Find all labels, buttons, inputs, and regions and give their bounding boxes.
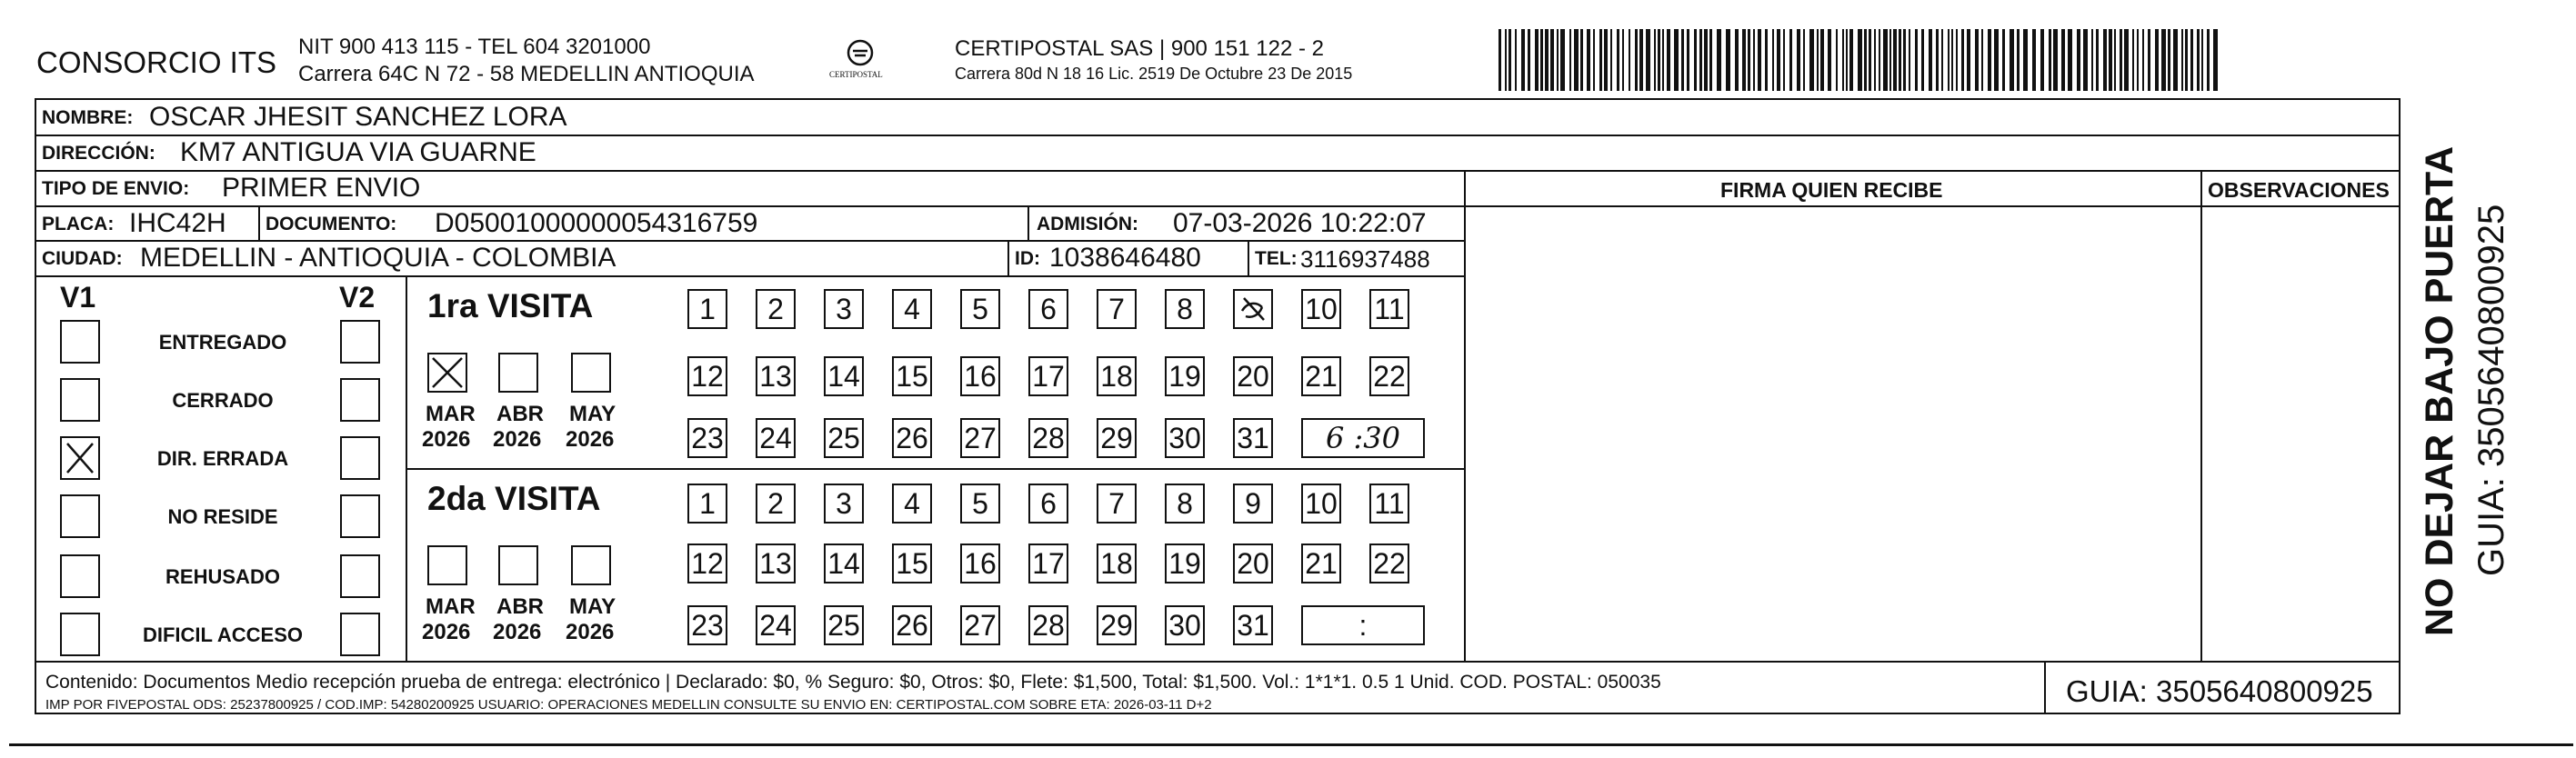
ciudad-value: MEDELLIN - ANTIOQUIA - COLOMBIA — [140, 243, 616, 273]
first-day-box[interactable]: 14 — [824, 356, 864, 396]
second-year-label: 2026 — [422, 620, 471, 644]
first-day-box[interactable]: 6 — [1028, 289, 1068, 329]
first-day-box[interactable]: 25 — [824, 418, 864, 458]
second-day-box[interactable]: 2 — [756, 484, 796, 524]
company-address: Carrera 64C N 72 - 58 MEDELLIN ANTIOQUIA — [298, 62, 755, 86]
direccion-value: KM7 ANTIGUA VIA GUARNE — [180, 137, 536, 167]
first-day-box[interactable]: 8 — [1165, 289, 1205, 329]
contenido-line: Contenido: Documentos Medio recepción prueba de entrega: electrónico | Declarado: $0, % Seguro: $0, Otros: $0, Flete: $1,500, Total: $1,500. Vol.: 1*1*1. 0.5 1 Unid. COD. POSTAL: 050035 — [45, 672, 1661, 693]
firma-header: FIRMA QUIEN RECIBE — [1720, 178, 1943, 202]
v1-checkbox[interactable] — [60, 378, 100, 422]
status-option-label: CERRADO — [172, 389, 274, 412]
tipo-envio-value: PRIMER ENVIO — [222, 173, 421, 203]
second-day-box[interactable]: 24 — [756, 605, 796, 645]
documento-value: D05001000000054316759 — [435, 208, 758, 238]
second-day-box[interactable]: 1 — [687, 484, 727, 524]
second-year-label: 2026 — [493, 620, 542, 644]
documento-label: DOCUMENTO: — [266, 214, 397, 234]
second-month-checkbox[interactable] — [498, 545, 538, 585]
first-day-box[interactable]: 20 — [1233, 356, 1273, 396]
first-day-box[interactable]: 28 — [1028, 418, 1068, 458]
first-day-box[interactable]: 30 — [1165, 418, 1205, 458]
certipostal-license: Carrera 80d N 18 16 Lic. 2519 De Octubre 23 De 2015 — [955, 65, 1353, 83]
first-day-box[interactable]: 24 — [756, 418, 796, 458]
first-day-box[interactable]: 12 — [687, 356, 727, 396]
first-day-box[interactable]: 22 — [1369, 356, 1409, 396]
first-day-box[interactable]: 13 — [756, 356, 796, 396]
first-month-label: MAY — [569, 402, 616, 426]
placa-label: PLACA: — [42, 214, 115, 234]
logo-text: CERTIPOSTAL — [829, 70, 883, 79]
second-day-box[interactable]: 14 — [824, 544, 864, 583]
first-month-checkbox[interactable] — [498, 353, 538, 393]
first-day-box[interactable]: 29 — [1097, 418, 1137, 458]
side-guia: GUIA: 3505640800925 — [2471, 204, 2511, 576]
v1-checkbox[interactable] — [60, 320, 100, 364]
second-day-box[interactable]: 18 — [1097, 544, 1137, 583]
no-dejar-bajo-puerta: NO DEJAR BAJO PUERTA — [2418, 145, 2461, 636]
first-day-box[interactable]: 1 — [687, 289, 727, 329]
second-day-box[interactable]: 20 — [1233, 544, 1273, 583]
observaciones-header: OBSERVACIONES — [2208, 178, 2390, 202]
admision-label: ADMISIÓN: — [1037, 214, 1138, 234]
check-x-mark — [62, 438, 98, 478]
second-day-box[interactable]: 12 — [687, 544, 727, 583]
first-month-label: ABR — [496, 402, 544, 426]
second-day-box[interactable]: 29 — [1097, 605, 1137, 645]
first-day-box[interactable]: 23 — [687, 418, 727, 458]
status-option-label: REHUSADO — [165, 565, 280, 588]
first-day-box[interactable]: 15 — [892, 356, 932, 396]
status-option-label: DIR. ERRADA — [156, 447, 289, 470]
certipostal-nit: CERTIPOSTAL SAS | 900 151 122 - 2 — [955, 36, 1324, 61]
v2-checkbox[interactable] — [340, 320, 380, 364]
nombre-label: NOMBRE: — [42, 107, 134, 128]
first-year-label: 2026 — [566, 427, 615, 452]
first-day-box[interactable] — [1233, 289, 1273, 329]
certipostal-logo — [829, 35, 886, 85]
first-time-value: 6 :30 — [1325, 421, 1401, 455]
first-day-box[interactable]: 26 — [892, 418, 932, 458]
first-day-box[interactable]: 21 — [1301, 356, 1341, 396]
second-day-box[interactable]: 15 — [892, 544, 932, 583]
second-day-box[interactable]: 28 — [1028, 605, 1068, 645]
first-day-box[interactable]: 10 — [1301, 289, 1341, 329]
second-day-box[interactable]: 13 — [756, 544, 796, 583]
admision-value: 07-03-2026 10:22:07 — [1173, 208, 1427, 238]
second-year-label: 2026 — [566, 620, 615, 644]
first-day-box[interactable]: 19 — [1165, 356, 1205, 396]
status-option-label: ENTREGADO — [158, 331, 287, 354]
second-day-box[interactable]: 26 — [892, 605, 932, 645]
id-value: 1038646480 — [1049, 243, 1201, 273]
first-day-box[interactable]: 5 — [960, 289, 1000, 329]
v1-checkbox[interactable] — [60, 613, 100, 656]
first-visit-title: 1ra VISITA — [427, 287, 594, 324]
second-day-box[interactable]: 16 — [960, 544, 1000, 583]
second-day-box[interactable]: 10 — [1301, 484, 1341, 524]
second-day-box[interactable]: 19 — [1165, 544, 1205, 583]
second-day-box[interactable]: 21 — [1301, 544, 1341, 583]
first-year-label: 2026 — [493, 427, 542, 452]
guia-box-text: GUIA: 3505640800925 — [2066, 674, 2373, 708]
second-day-box[interactable]: 25 — [824, 605, 864, 645]
first-month-checkbox[interactable] — [427, 353, 467, 393]
v1-checkbox[interactable] — [60, 494, 100, 538]
v2-label: V2 — [339, 281, 376, 314]
second-day-box[interactable]: 22 — [1369, 544, 1409, 583]
v1-checkbox[interactable] — [60, 554, 100, 598]
second-visit-title: 2da VISITA — [427, 480, 601, 517]
second-day-box[interactable]: 4 — [892, 484, 932, 524]
first-day-box[interactable]: 4 — [892, 289, 932, 329]
placa-value: IHC42H — [129, 208, 226, 238]
first-day-box[interactable]: 27 — [960, 418, 1000, 458]
second-month-checkbox[interactable] — [571, 545, 611, 585]
second-day-box[interactable]: 31 — [1233, 605, 1273, 645]
v2-checkbox[interactable] — [340, 494, 380, 538]
v2-checkbox[interactable] — [340, 378, 380, 422]
first-time-box[interactable] — [1301, 418, 1425, 458]
first-day-box[interactable]: 3 — [824, 289, 864, 329]
second-time-value: : — [1358, 608, 1368, 642]
second-day-box[interactable]: 27 — [960, 605, 1000, 645]
second-day-box[interactable]: 5 — [960, 484, 1000, 524]
tel-value: 3116937488 — [1300, 245, 1430, 273]
first-day-box[interactable]: 17 — [1028, 356, 1068, 396]
second-day-box[interactable]: 17 — [1028, 544, 1068, 583]
first-day-box[interactable]: 18 — [1097, 356, 1137, 396]
first-month-label: MAR — [426, 402, 476, 426]
v2-checkbox[interactable] — [340, 436, 380, 480]
direccion-label: DIRECCIÓN: — [42, 143, 155, 164]
tel-label: TEL: — [1255, 248, 1298, 269]
nombre-value: OSCAR JHESIT SANCHEZ LORA — [149, 102, 567, 132]
check-x-mark — [429, 354, 466, 391]
id-label: ID: — [1015, 248, 1040, 269]
status-option-label: DIFICIL ACCESO — [142, 623, 303, 646]
second-time-box[interactable] — [1301, 605, 1425, 645]
first-day-box[interactable]: 7 — [1097, 289, 1137, 329]
company-name: CONSORCIO ITS — [36, 45, 277, 79]
company-nit: NIT 900 413 115 - TEL 604 3201000 — [298, 35, 651, 59]
second-day-box[interactable]: 30 — [1165, 605, 1205, 645]
v2-checkbox[interactable] — [340, 554, 380, 598]
second-day-box[interactable]: 23 — [687, 605, 727, 645]
handwritten-mark — [1235, 291, 1271, 327]
tipo-envio-label: TIPO DE ENVIO: — [42, 178, 190, 199]
second-day-box[interactable]: 9 — [1233, 484, 1273, 524]
second-month-label: MAY — [569, 594, 616, 619]
second-day-box[interactable]: 3 — [824, 484, 864, 524]
second-month-checkbox[interactable] — [427, 545, 467, 585]
second-day-box[interactable]: 11 — [1369, 484, 1409, 524]
second-day-box[interactable]: 8 — [1165, 484, 1205, 524]
first-day-box[interactable]: 16 — [960, 356, 1000, 396]
v1-label: V1 — [60, 281, 96, 314]
v2-checkbox[interactable] — [340, 613, 380, 656]
first-day-box[interactable]: 31 — [1233, 418, 1273, 458]
barcode — [1498, 29, 2224, 91]
first-month-checkbox[interactable] — [571, 353, 611, 393]
first-day-box[interactable]: 2 — [756, 289, 796, 329]
imp-line: IMP POR FIVEPOSTAL ODS: 25237800925 / COD.IMP: 54280200925 USUARIO: OPERACIONES MEDELLIN CONSULTE SU ENVIO EN: CERTIPOSTAL.COM SOBRE ETA: 2026-03-11 D+2 — [45, 697, 1212, 713]
second-month-label: ABR — [496, 594, 544, 619]
second-day-box[interactable]: 7 — [1097, 484, 1137, 524]
second-day-box[interactable]: 6 — [1028, 484, 1068, 524]
second-month-label: MAR — [426, 594, 476, 619]
status-option-label: NO RESIDE — [167, 505, 278, 528]
first-year-label: 2026 — [422, 427, 471, 452]
ciudad-label: CIUDAD: — [42, 248, 123, 269]
v1-checkbox[interactable] — [60, 436, 100, 480]
first-day-box[interactable]: 11 — [1369, 289, 1409, 329]
